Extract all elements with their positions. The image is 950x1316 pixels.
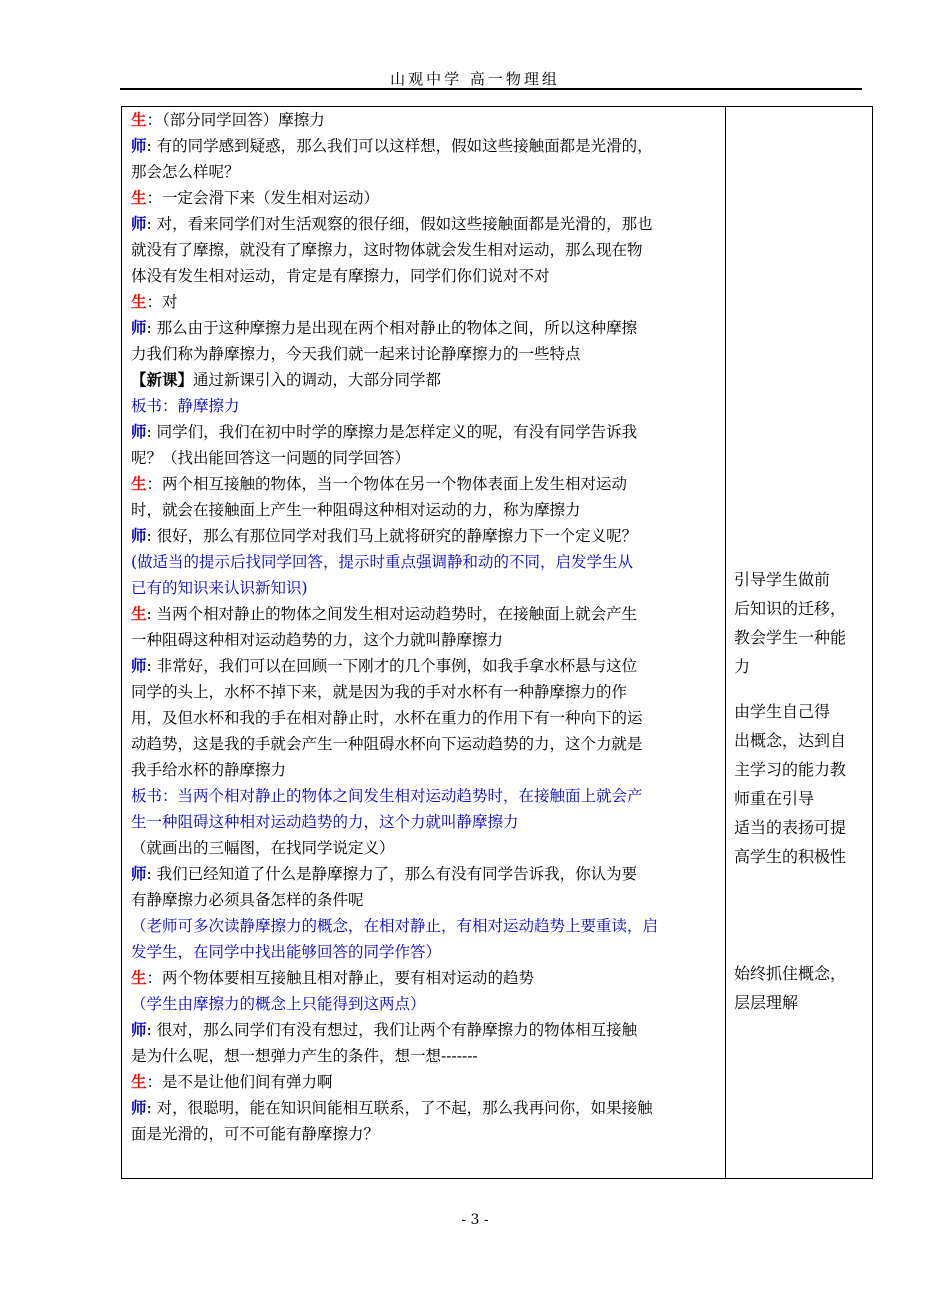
line-text: 我手给水杯的静摩擦力 xyxy=(131,761,287,779)
teacher-label: 师 xyxy=(131,864,147,883)
teacher-label: 师 xyxy=(131,1020,147,1039)
dialogue-line xyxy=(131,289,721,315)
header-rule xyxy=(120,88,862,90)
side-note-line: 教会学生一种能 xyxy=(734,628,847,647)
line-text: ：（部分同学回答）摩擦力 xyxy=(146,111,325,129)
line-text: ：两个物体要相互接触且相对静止，要有相对运动的趋势 xyxy=(146,969,535,987)
line-text: 动趋势，这是我的手就会产生一种阻碍水杯向下运动趋势的力，这个力就是 xyxy=(131,735,643,753)
student-label: 生 xyxy=(131,968,147,987)
teacher-label: 师 xyxy=(131,136,147,155)
line-text: : 同学们，我们在初中时学的摩擦力是怎样定义的呢，有没有同学告诉我 xyxy=(146,423,638,441)
dialogue-line xyxy=(131,705,721,731)
side-note-line: 力 xyxy=(734,657,751,676)
line-text: 一种阻碍这种相对运动趋势的力，这个力就叫静摩擦力 xyxy=(131,631,504,649)
side-note-line: 高学生的积极性 xyxy=(734,847,847,866)
side-note-line: 引导学生做前 xyxy=(734,570,831,589)
line-text: : 有的同学感到疑惑，那么我们可以这样想，假如这些接触面都是光滑的， xyxy=(146,137,653,155)
line-text: 呢？（找出能回答这一问题的同学回答） xyxy=(131,449,411,467)
dialogue-line xyxy=(131,497,721,523)
dialogue-line xyxy=(131,1095,721,1121)
line-text: （学生由摩擦力的概念上只能得到这两点） xyxy=(131,995,426,1013)
dialogue-line xyxy=(131,549,721,575)
dialogue-line xyxy=(131,809,721,835)
side-note-2 xyxy=(734,697,869,871)
line-text: : 对，很聪明，能在知识间能相互联系，了不起，那么我再问你，如果接触 xyxy=(146,1099,653,1117)
line-text: 用，及但水杯和我的手在相对静止时，水杯在重力的作用下有一种向下的运 xyxy=(131,709,643,727)
line-text: ：是不是让他们间有弹力啊 xyxy=(146,1073,333,1091)
line-text: 那会怎么样呢？ xyxy=(131,163,240,181)
student-label: 生 xyxy=(131,474,147,493)
board-label: 板书： xyxy=(131,397,178,415)
side-note-1 xyxy=(734,565,869,681)
teacher-label: 师 xyxy=(131,214,147,233)
side-note-line: 主学习的能力教 xyxy=(734,760,847,779)
dialogue-line xyxy=(131,965,721,991)
side-note-line: 适当的表扬可提 xyxy=(734,818,847,837)
side-note-line: 由学生自己得 xyxy=(734,702,831,721)
dialogue-line xyxy=(131,341,721,367)
line-text: : 那么由于这种摩擦力是出现在两个相对静止的物体之间，所以这种摩擦 xyxy=(146,319,638,337)
dialogue-line xyxy=(131,393,721,419)
dialogue-line xyxy=(131,1121,721,1147)
student-label: 生 xyxy=(131,604,147,623)
dialogue-line xyxy=(131,939,721,965)
student-label: 生 xyxy=(131,110,147,129)
dialogue-line xyxy=(131,185,721,211)
line-text: 时，就会在接触面上产生一种阻碍这种相对运动的力，称为摩擦力 xyxy=(131,501,581,519)
dialogue-line xyxy=(131,445,721,471)
dialogue-line xyxy=(131,523,721,549)
dialogue-line xyxy=(131,107,721,133)
dialogue-line xyxy=(131,835,721,861)
teacher-label: 师 xyxy=(131,422,147,441)
lesson-table xyxy=(121,106,873,1179)
side-note-line: 后知识的迁移， xyxy=(734,599,847,618)
board-label: 板书： xyxy=(131,787,178,805)
line-text: : 很好，那么有那位同学对我们马上就将研究的静摩擦力下一个定义呢？ xyxy=(146,527,638,545)
student-label: 生 xyxy=(131,292,147,311)
dialogue-line xyxy=(131,237,721,263)
dialogue-line xyxy=(131,211,721,237)
page-number: - 3 - xyxy=(461,1212,489,1228)
side-note-line: 始终抓住概念， xyxy=(734,964,847,983)
line-text: 同学的头上，水杯不掉下来，就是因为我的手对水杯有一种静摩擦力的作 xyxy=(131,683,628,701)
dialogue-line xyxy=(131,913,721,939)
dialogue-line xyxy=(131,757,721,783)
new-lesson-label: 【新课】 xyxy=(131,370,194,389)
dialogue-line xyxy=(131,887,721,913)
dialogue-line xyxy=(131,159,721,185)
dialogue-line xyxy=(131,263,721,289)
line-text: : 很对，那么同学们有没有想过，我们让两个有静摩擦力的物体相互接触 xyxy=(146,1021,638,1039)
dialogue-line xyxy=(131,419,721,445)
side-note-line: 师重在引导 xyxy=(734,789,815,808)
dialogue-line xyxy=(131,1043,721,1069)
page-header: 山观中学 高一物理组 xyxy=(390,70,560,88)
student-label: 生 xyxy=(131,1072,147,1091)
line-text: : 当两个相对静止的物体之间发生相对运动趋势时，在接触面上就会产生 xyxy=(146,605,638,623)
dialogue-line xyxy=(131,627,721,653)
line-text: 就没有了摩擦，就没有了摩擦力，这时物体就会发生相对运动，那么现在物 xyxy=(131,241,643,259)
teacher-label: 师 xyxy=(131,1098,147,1117)
dialogue-line xyxy=(131,1069,721,1095)
line-text: （老师可多次读静摩擦力的概念，在相对静止，有相对运动趋势上要重读，启 xyxy=(131,917,659,935)
line-text: 通过新课引入的调动，大部分同学都 xyxy=(193,371,442,389)
dialogue-line xyxy=(131,991,721,1017)
line-text: : 我们已经知道了什么是静摩擦力了，那么有没有同学告诉我，你认为要 xyxy=(146,865,638,883)
dialogue-line xyxy=(131,471,721,497)
line-text: 静摩擦力 xyxy=(177,397,240,415)
line-text: (做适当的提示后找同学回答，提示时重点强调静和动的不同，启发学生从 xyxy=(131,553,634,571)
side-note-line: 层层理解 xyxy=(734,993,799,1012)
student-label: 生 xyxy=(131,188,147,207)
line-text: 生一种阻碍这种相对运动趋势的力，这个力就叫静摩擦力 xyxy=(131,813,519,831)
dialogue-line xyxy=(131,601,721,627)
dialogue-line xyxy=(131,861,721,887)
dialogue-line xyxy=(131,575,721,601)
dialogue-line xyxy=(131,1017,721,1043)
dialogue-line xyxy=(131,367,721,393)
line-text: 力我们称为静摩擦力，今天我们就一起来讨论静摩擦力的一些特点 xyxy=(131,345,581,363)
line-text: 面是光滑的，可不可能有静摩擦力？ xyxy=(131,1125,380,1143)
side-note-line: 出概念，达到自 xyxy=(734,731,847,750)
dialogue-line xyxy=(131,783,721,809)
line-text: 体没有发生相对运动，肯定是有摩擦力，同学们你们说对不对 xyxy=(131,267,550,285)
dialogue-line xyxy=(131,315,721,341)
dialogue-line xyxy=(131,679,721,705)
side-note-3 xyxy=(734,959,869,1017)
line-text: 发学生，在同学中找出能够回答的同学作答） xyxy=(131,943,442,961)
line-text: 是为什么呢，想一想弹力产生的条件，想一想------- xyxy=(131,1047,478,1065)
line-text: ：对 xyxy=(146,293,178,311)
dialogue-column xyxy=(131,107,721,1147)
line-text: : 对，看来同学们对生活观察的很仔细，假如这些接触面都是光滑的，那也 xyxy=(146,215,653,233)
line-text: : 非常好，我们可以在回顾一下刚才的几个事例，如我手拿水杯悬与这位 xyxy=(146,657,638,675)
line-text: （就画出的三幅图，在找同学说定义） xyxy=(131,839,395,857)
line-text: 当两个相对静止的物体之间发生相对运动趋势时，在接触面上就会产 xyxy=(177,787,643,805)
column-divider xyxy=(725,107,726,1178)
dialogue-line xyxy=(131,133,721,159)
teacher-label: 师 xyxy=(131,656,147,675)
teacher-label: 师 xyxy=(131,526,147,545)
dialogue-line xyxy=(131,731,721,757)
teacher-label: 师 xyxy=(131,318,147,337)
line-text: ：一定会滑下来（发生相对运动） xyxy=(146,189,380,207)
dialogue-line xyxy=(131,653,721,679)
line-text: 已有的知识来认识新知识) xyxy=(131,579,308,597)
line-text: ：两个相互接触的物体，当一个物体在另一个物体表面上发生相对运动 xyxy=(146,475,628,493)
line-text: 有静摩擦力必须具备怎样的条件呢 xyxy=(131,891,364,909)
